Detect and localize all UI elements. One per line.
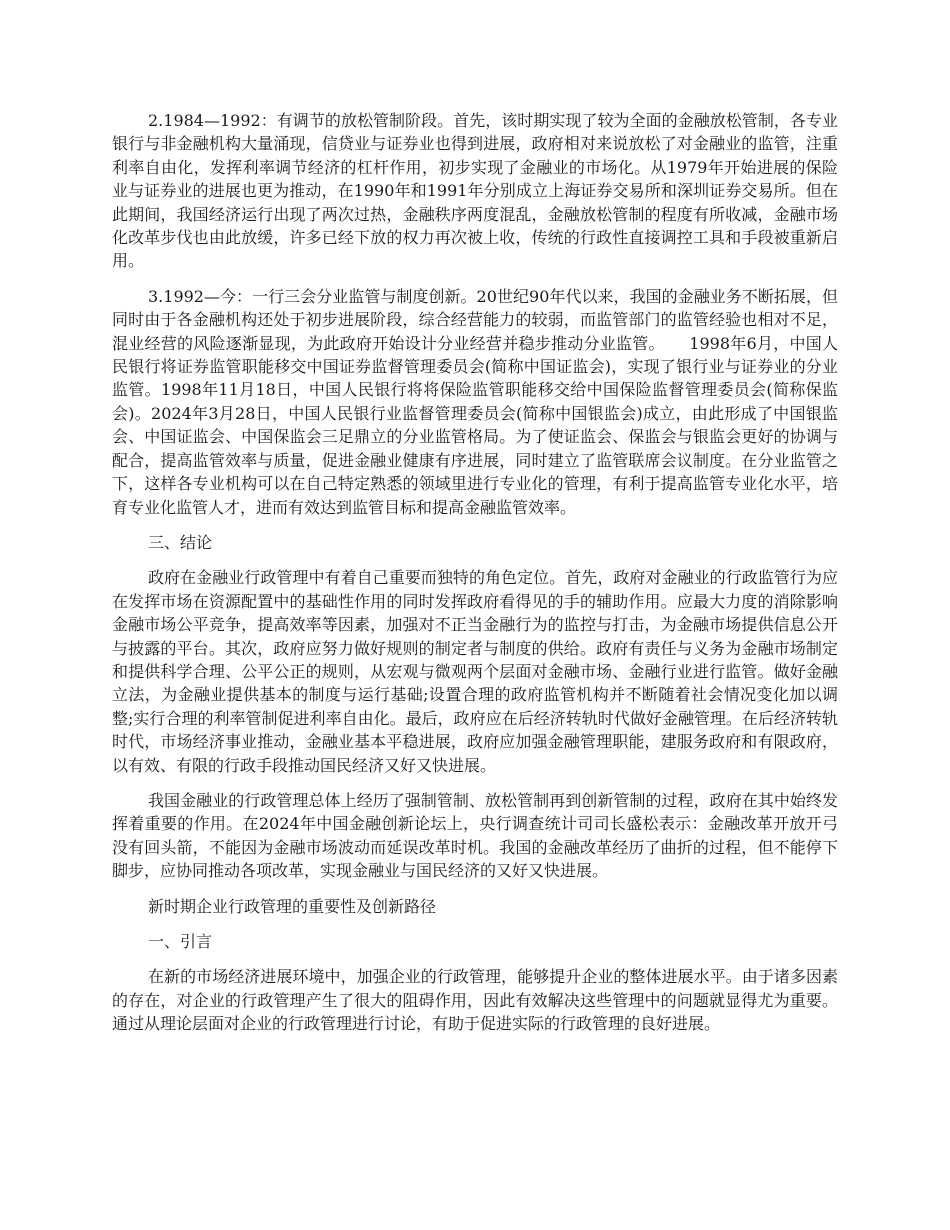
paragraph-1984-1992: 2.1984—1992：有调节的放松管制阶段。首先，该时期实现了较为全面的金融放松管制，各专业银行与非金融机构大量涌现，信贷业与证券业也得到进展，政府相对来说放松了对金融业的监管，注重利率自由化，发挥利率调节经济的杠杆作用，初步实现了金融业的市场化。从1979年开始进展的保险业与证券业的进展也更为推动，在1990年和1991年分别成立上海证券交易所和深圳证券交易所。但在此期间，我国经济运行出现了两次过热，金融秩序两度混乱，金融放松管制的程度有所收减，金融市场化改革步伐也由此放缓，许多已经下放的权力再次被上收，传统的行政性直接调控工具和手段被重新启用。 [112,111,838,271]
section-heading-conclusion: 三、结论 [148,532,213,552]
paragraph-introduction: 在新的市场经济进展环境中，加强企业的行政管理，能够提升企业的整体进展水平。由于诸多因素的存在，对企业的行政管理产生了很大的阻碍作用，因此有效解决这些管理中的问题就显得尤为重要。通过从理论层面对企业的行政管理进行讨论，有助于促进实际的行政管理的良好进展。 [112,967,838,1034]
article-title: 新时期企业行政管理的重要性及创新路径 [148,896,437,916]
section-heading-introduction: 一、引言 [148,932,213,951]
paragraph-government-role: 政府在金融业行政管理中有着自己重要而独特的角色定位。首先，政府对金融业的行政监管行为应在发挥市场在资源配置中的基础性作用的同时发挥政府看得见的手的辅助作用。应最大力度的消除影响金融市场公平竞争，提高效率等因素，加强对不正当金融行为的监控与打击，为金融市场提供信息公开与披露的平台。其次，政府应努力做好规则的制定者与制度的供给。政府有责任与义务为金融市场制定和提供科学合理、公平公正的规则，从宏观与微观两个层面对金融市场、金融行业进行监管。做好金融立法，为金融业提供基本的制度与运行基础;设置合理的政府监管机构并不断随着社会情况变化加以调整;实行合理的利率管制促进利率自由化。最后，政府应在后经济转轨时代做好金融管理。在后经济转轨时代，市场经济事业推动，金融业基本平稳进展，政府应加强金融管理职能，建服务政府和有限政府，以有效、有限的行政手段推动国民经济又好又快进展。 [112,568,838,775]
paragraph-1992-present: 3.1992—今：一行三会分业监管与制度创新。20世纪90年代以来，我国的金融业务不断拓展，但同时由于各金融机构还处于初步进展阶段，综合经营能力的较弱，而监管部门的监管经验也相对不足，混业经营的风险逐渐显现，为此政府开始设计分业经营并稳步推动分业监管。 1998年6月，中国人民银行将证券监管职能移交中国证券监督管理委员会(简称中国证监会)，实现了银行业与证券业的分业监管。1998年11月18日，中国人民银行将将保险监管职能移交给中国保险监督管理委员会(简称保监会)。2024年3月28日，中国人民银行业监督管理委员会(简称中国银监会)成立，由此形成了中国银监会、中国证监会、中国保监会三足鼎立的分业监管格局。为了使证监会、保监会与银监会更好的协调与配合，提高监管效率与质量，促进金融业健康有序进展，同时建立了监管联席会议制度。在分业监管之下，这样各专业机构可以在自己特定熟悉的领域里进行专业化的管理，有利于提高监管专业化水平，培育专业化监管人才，进而有效达到监管目标和提高金融监管效率。 [112,286,838,517]
paragraph-financial-reform: 我国金融业的行政管理总体上经历了强制管制、放松管制再到创新管制的过程，政府在其中始终发挥着重要的作用。在2024年中国金融创新论坛上，央行调查统计司司长盛松表示：金融改革开放开弓没有回头箭，不能因为金融市场波动而延误改革时机。我国的金融改革经历了曲折的过程，但不能停下脚步，应协同推动各项改革，实现金融业与国民经济的又好又快进展。 [112,790,838,881]
